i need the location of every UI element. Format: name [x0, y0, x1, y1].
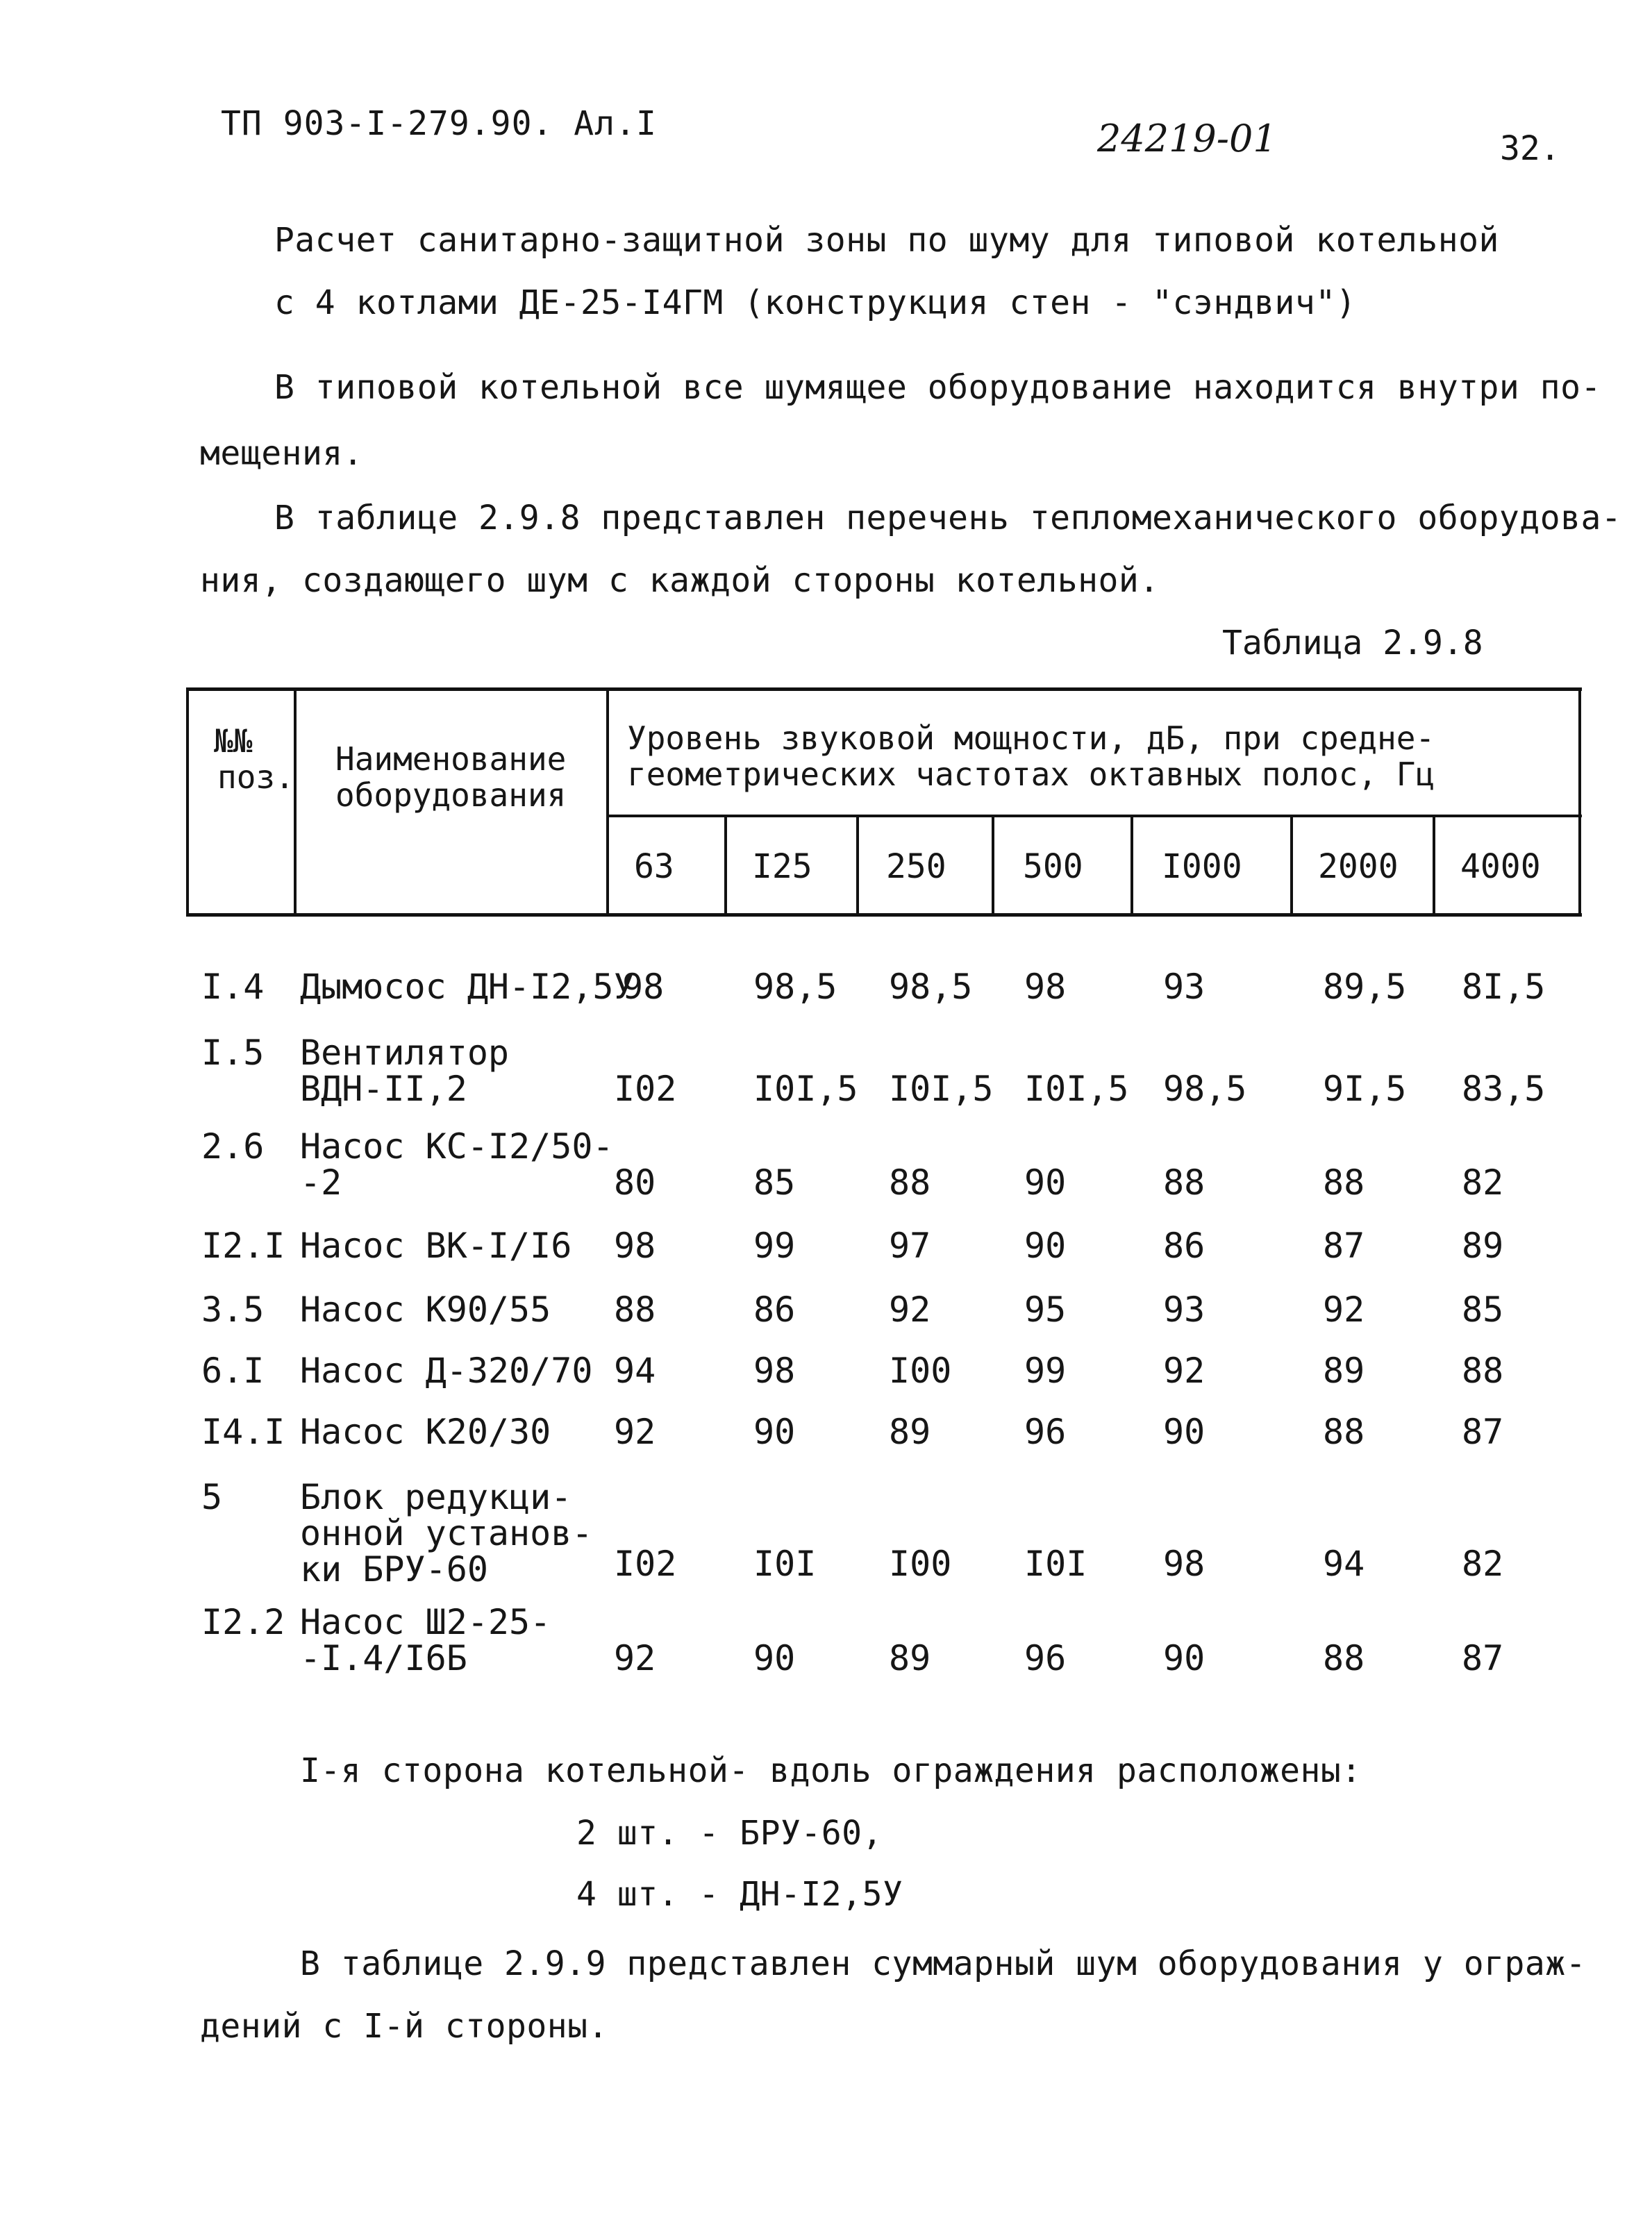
row-name: Вентилятор ВДН-II,2: [300, 1033, 510, 1109]
value-125: 86: [753, 1290, 796, 1330]
title-line-2: с 4 котлами ДЕ-25-I4ГМ (конструкция стен - "сэндвич"): [274, 283, 1357, 322]
intro-paragraph-1-line-2: мещения.: [200, 434, 364, 473]
row-name: Насос Ш2-25- -I.4/I6Б: [300, 1602, 551, 1678]
row-name: Насос К90/55: [300, 1290, 551, 1330]
value-125: 90: [753, 1638, 796, 1678]
row-name: Насос КС-I2/50- -2: [300, 1126, 614, 1203]
col-level-header-line-1: Уровень звуковой мощности, дБ, при средне-: [627, 719, 1435, 757]
value-4000: 8I,5: [1462, 967, 1546, 1007]
value-1000: 86: [1163, 1226, 1205, 1266]
row-pos: I.5: [201, 1033, 265, 1073]
value-1000: 90: [1163, 1412, 1205, 1452]
value-4000: 88: [1462, 1351, 1504, 1391]
row-pos: 3.5: [201, 1290, 265, 1330]
value-500: 98: [1024, 967, 1067, 1007]
value-2000: 88: [1323, 1412, 1365, 1452]
value-2000: 88: [1323, 1638, 1365, 1678]
row-pos: 2.6: [201, 1126, 265, 1167]
value-125: 85: [753, 1162, 796, 1203]
freq-divider-2: [856, 815, 859, 913]
table-subheader-line: [606, 815, 1582, 817]
value-1000: 98: [1163, 1544, 1205, 1584]
value-125: 99: [753, 1226, 796, 1266]
value-63: 88: [614, 1290, 656, 1330]
closing-paragraph-line-2: дений с I-й стороны.: [200, 2007, 608, 2046]
row-name: Блок редукци- онной установ- ки БРУ-60: [300, 1477, 593, 1590]
value-1000: 93: [1163, 1290, 1205, 1330]
side-description: I-я сторона котельной- вдоль ограждения расположены:: [300, 1751, 1362, 1790]
value-63: 98: [614, 1226, 656, 1266]
value-2000: 92: [1323, 1290, 1365, 1330]
table-divider-name: [606, 691, 609, 913]
freq-divider-5: [1290, 815, 1293, 913]
freq-divider-3: [992, 815, 994, 913]
col-name-header-line-2: оборудования: [335, 776, 567, 814]
value-63: I02: [614, 1544, 677, 1584]
value-250: 98,5: [889, 967, 973, 1007]
row-name: Насос ВК-I/I6: [300, 1226, 572, 1266]
value-250: I00: [889, 1351, 952, 1391]
value-4000: 83,5: [1462, 1069, 1546, 1109]
value-2000: 87: [1323, 1226, 1365, 1266]
freq-header-250: 250: [886, 847, 946, 886]
intro-paragraph-1-line-1: В типовой котельной все шумящее оборудование находится внутри по-: [274, 368, 1601, 407]
row-pos: I2.I: [201, 1226, 285, 1266]
col-pos-header-line-1: №№: [214, 722, 253, 760]
freq-header-4000: 4000: [1460, 847, 1541, 886]
handwritten-number: 24219-01: [1097, 117, 1277, 160]
value-125: I0I,5: [753, 1069, 858, 1109]
table-header: [186, 687, 1582, 917]
row-name: Насос К20/30: [300, 1412, 551, 1452]
value-250: I0I,5: [889, 1069, 994, 1109]
freq-header-125: I25: [752, 847, 812, 886]
value-2000: 94: [1323, 1544, 1365, 1584]
value-125: I0I: [753, 1544, 817, 1584]
closing-paragraph-line-1: В таблице 2.9.9 представлен суммарный шум оборудования у ограж-: [300, 1944, 1587, 1983]
table-divider-pos: [294, 691, 297, 913]
value-125: 90: [753, 1412, 796, 1452]
page-number: 32.: [1500, 129, 1560, 168]
value-63: 98: [622, 967, 665, 1007]
row-pos: I.4: [201, 967, 265, 1007]
value-500: 95: [1024, 1290, 1067, 1330]
value-500: 90: [1024, 1162, 1067, 1203]
value-2000: 89: [1323, 1351, 1365, 1391]
value-500: I0I: [1024, 1544, 1087, 1584]
equipment-item-2: 4 шт. - ДН-I2,5У: [576, 1875, 903, 1914]
value-500: 96: [1024, 1638, 1067, 1678]
row-pos: 6.I: [201, 1351, 265, 1391]
freq-divider-4: [1130, 815, 1133, 913]
value-250: 92: [889, 1290, 931, 1330]
value-2000: 9I,5: [1323, 1069, 1407, 1109]
value-500: 90: [1024, 1226, 1067, 1266]
value-4000: 82: [1462, 1544, 1504, 1584]
col-level-header-line-2: геометрических частотах октавных полос, Гц: [627, 756, 1435, 793]
value-1000: 92: [1163, 1351, 1205, 1391]
value-500: 99: [1024, 1351, 1067, 1391]
document-code: ТП 903-I-279.90. Ал.I: [221, 104, 657, 143]
title-line-1: Расчет санитарно-защитной зоны по шуму для типовой котельной: [274, 221, 1499, 260]
value-63: 92: [614, 1638, 656, 1678]
value-500: I0I,5: [1024, 1069, 1129, 1109]
value-125: 98: [753, 1351, 796, 1391]
row-name: Насос Д-320/70: [300, 1351, 593, 1391]
freq-divider-6: [1433, 815, 1435, 913]
freq-header-63: 63: [634, 847, 674, 886]
value-63: 94: [614, 1351, 656, 1391]
table-border-right: [1578, 691, 1581, 913]
value-4000: 85: [1462, 1290, 1504, 1330]
row-pos: I4.I: [201, 1412, 285, 1452]
value-63: 92: [614, 1412, 656, 1452]
value-1000: 93: [1163, 967, 1205, 1007]
value-250: 89: [889, 1638, 931, 1678]
freq-header-500: 500: [1023, 847, 1083, 886]
table-caption: Таблица 2.9.8: [1222, 624, 1483, 662]
col-name-header-line-1: Наименование: [335, 740, 567, 778]
value-250: 89: [889, 1412, 931, 1452]
value-500: 96: [1024, 1412, 1067, 1452]
freq-divider-1: [724, 815, 727, 913]
value-4000: 87: [1462, 1412, 1504, 1452]
value-250: I00: [889, 1544, 952, 1584]
value-125: 98,5: [753, 967, 837, 1007]
intro-paragraph-2-line-1: В таблице 2.9.8 представлен перечень тепломеханического оборудова-: [274, 499, 1622, 537]
value-63: I02: [614, 1069, 677, 1109]
value-1000: 88: [1163, 1162, 1205, 1203]
value-2000: 88: [1323, 1162, 1365, 1203]
value-250: 88: [889, 1162, 931, 1203]
equipment-item-1: 2 шт. - БРУ-60,: [576, 1814, 883, 1853]
col-pos-header-line-2: поз.: [217, 758, 294, 796]
value-2000: 89,5: [1323, 967, 1407, 1007]
intro-paragraph-2-line-2: ния, создающего шум с каждой стороны котельной.: [200, 561, 1160, 600]
freq-header-1000: I000: [1162, 847, 1242, 886]
table-border-left: [186, 691, 189, 913]
value-63: 80: [614, 1162, 656, 1203]
value-4000: 89: [1462, 1226, 1504, 1266]
row-pos: 5: [201, 1477, 223, 1517]
value-4000: 82: [1462, 1162, 1504, 1203]
row-pos: I2.2: [201, 1602, 285, 1642]
value-250: 97: [889, 1226, 931, 1266]
value-4000: 87: [1462, 1638, 1504, 1678]
freq-header-2000: 2000: [1318, 847, 1399, 886]
row-name: Дымосос ДН-I2,5У: [300, 967, 635, 1007]
value-1000: 90: [1163, 1638, 1205, 1678]
value-1000: 98,5: [1163, 1069, 1247, 1109]
